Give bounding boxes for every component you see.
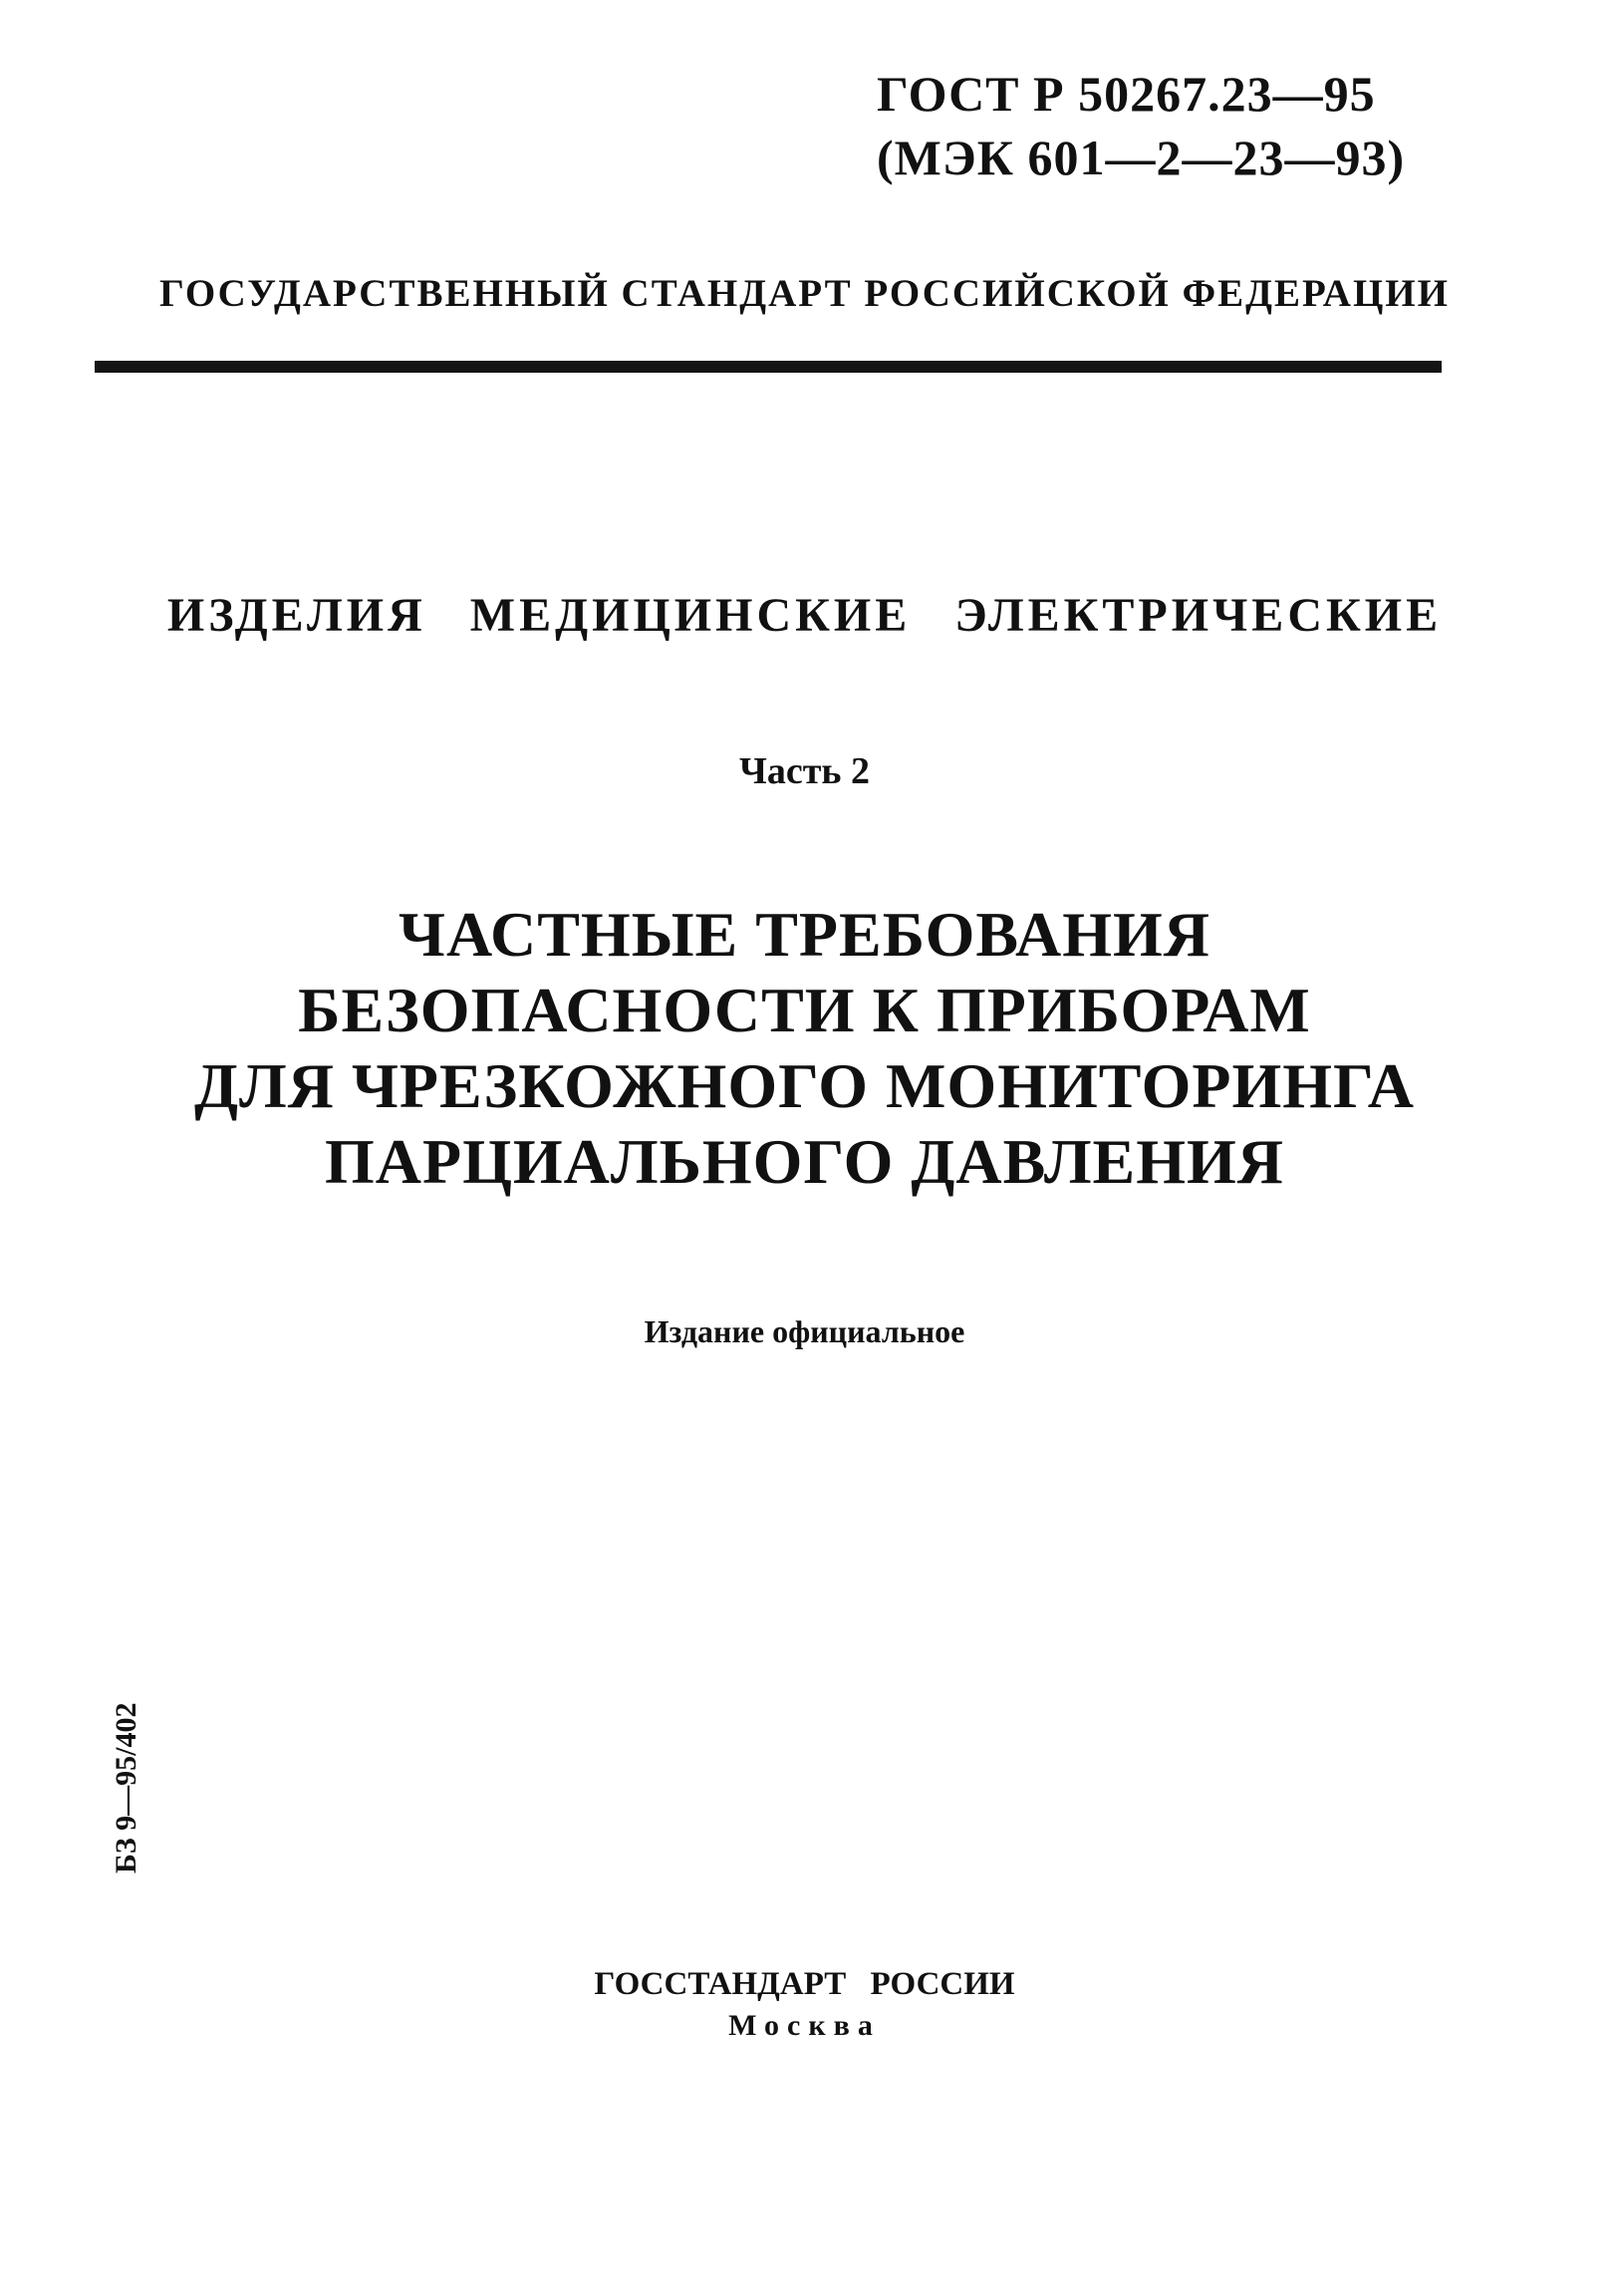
part-label: Часть 2: [738, 750, 870, 792]
publisher-city: Москва: [728, 2009, 881, 2042]
iec-equivalent: (МЭК 601—2—23—93): [877, 130, 1406, 185]
publisher-block: [0, 1963, 1609, 2047]
standard-number-block: [877, 62, 1475, 189]
edition-label: Издание официальное: [644, 1313, 965, 1349]
standard-number: ГОСТ Р 50267.23—95: [877, 66, 1376, 122]
main-title-line: БЕЗОПАСНОСТИ К ПРИБОРАМ: [298, 975, 1311, 1045]
header-title: ГОСУДАРСТВЕННЫЙ СТАНДАРТ РОССИЙСКОЙ ФЕДЕРАЦИИ: [159, 272, 1450, 315]
product-title: ИЗДЕЛИЯ МЕДИЦИНСКИЕ ЭЛЕКТРИЧЕСКИЕ: [166, 589, 1443, 642]
main-title-line: ЧАСТНЫЕ ТРЕБОВАНИЯ: [399, 899, 1210, 970]
publisher-name: ГОССТАНДАРТ РОССИИ: [594, 1966, 1015, 2002]
side-code: БЗ 9—95/402: [110, 1702, 142, 1873]
main-title: [0, 897, 1609, 1200]
main-title-line: ПАРЦИАЛЬНОГО ДАВЛЕНИЯ: [325, 1126, 1284, 1197]
main-title-line: ДЛЯ ЧРЕЗКОЖНОГО МОНИТОРИНГА: [194, 1050, 1415, 1121]
header-divider: [95, 361, 1442, 373]
